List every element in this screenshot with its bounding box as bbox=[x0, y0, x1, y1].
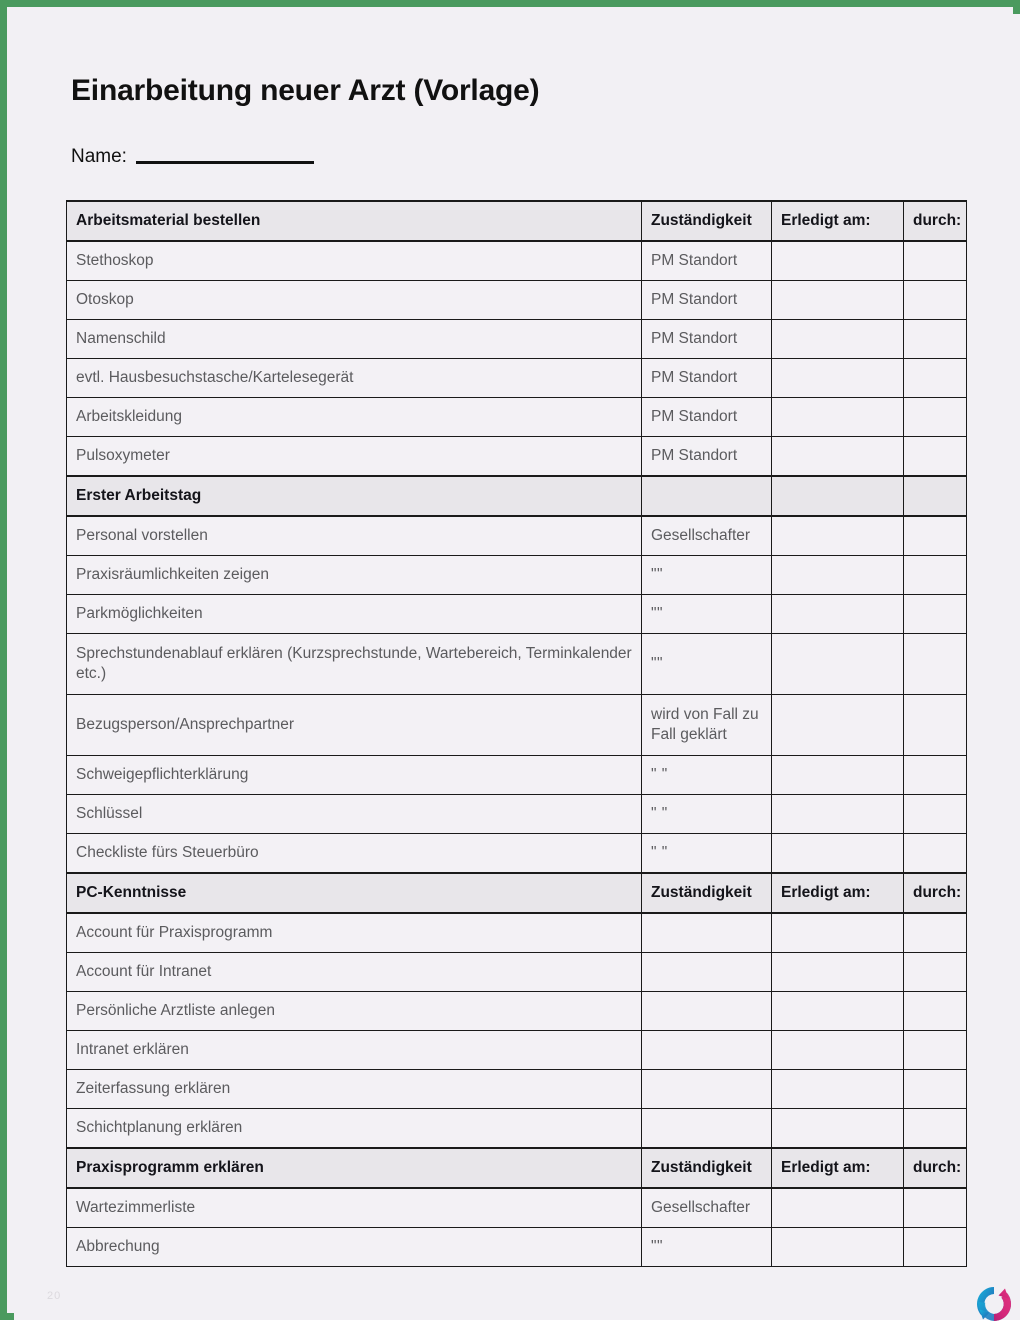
task-cell: Wartezimmerliste bbox=[67, 1188, 642, 1228]
by-cell[interactable] bbox=[904, 1228, 967, 1267]
name-field-row bbox=[71, 147, 314, 166]
ditto-mark: "" bbox=[651, 566, 664, 584]
table-row bbox=[67, 437, 967, 477]
completed-on-cell[interactable] bbox=[772, 556, 904, 595]
table-row bbox=[67, 595, 967, 634]
responsibility-cell[interactable] bbox=[642, 1070, 772, 1109]
table-row bbox=[67, 634, 967, 695]
responsibility-cell[interactable]: Gesellschafter bbox=[642, 516, 772, 556]
table-row bbox=[67, 359, 967, 398]
table-row bbox=[67, 795, 967, 834]
task-cell: Account für Praxisprogramm bbox=[67, 913, 642, 953]
by-cell[interactable] bbox=[904, 953, 967, 992]
page-number-watermark: 20 bbox=[47, 1290, 62, 1302]
completed-on-cell[interactable] bbox=[772, 359, 904, 398]
table-row bbox=[67, 320, 967, 359]
section-header-row bbox=[67, 873, 967, 913]
by-cell[interactable] bbox=[904, 1070, 967, 1109]
responsibility-cell: Zuständigkeit bbox=[642, 1148, 772, 1188]
task-cell: Schichtplanung erklären bbox=[67, 1109, 642, 1149]
table-row bbox=[67, 695, 967, 756]
completed-on-cell[interactable] bbox=[772, 398, 904, 437]
by-cell: durch: bbox=[904, 873, 967, 913]
responsibility-cell[interactable]: PM Standort bbox=[642, 437, 772, 477]
table-row bbox=[67, 1188, 967, 1228]
responsibility-cell[interactable]: PM Standort bbox=[642, 398, 772, 437]
task-cell: Checkliste fürs Steuerbüro bbox=[67, 834, 642, 874]
ditto-mark: "" bbox=[651, 1238, 664, 1256]
by-cell[interactable] bbox=[904, 834, 967, 874]
by-cell[interactable] bbox=[904, 695, 967, 756]
task-cell: Namenschild bbox=[67, 320, 642, 359]
completed-on-cell: Erledigt am: bbox=[772, 1148, 904, 1188]
ditto-mark: "" bbox=[651, 655, 664, 673]
completed-on-cell[interactable] bbox=[772, 834, 904, 874]
completed-on-cell[interactable] bbox=[772, 595, 904, 634]
responsibility-cell[interactable] bbox=[642, 756, 772, 795]
by-cell[interactable] bbox=[904, 398, 967, 437]
ditto-mark: " " bbox=[651, 766, 668, 784]
responsibility-cell bbox=[642, 476, 772, 516]
section-header-row bbox=[67, 476, 967, 516]
section-header-row bbox=[67, 1148, 967, 1188]
by-cell[interactable] bbox=[904, 1109, 967, 1149]
table-row bbox=[67, 516, 967, 556]
completed-on-cell bbox=[772, 476, 904, 516]
table-row bbox=[67, 1031, 967, 1070]
table-row bbox=[67, 1109, 967, 1149]
responsibility-cell[interactable] bbox=[642, 1228, 772, 1267]
completed-on-cell[interactable] bbox=[772, 320, 904, 359]
responsibility-cell[interactable]: PM Standort bbox=[642, 241, 772, 281]
task-cell: Arbeitskleidung bbox=[67, 398, 642, 437]
responsibility-cell: Zuständigkeit bbox=[642, 873, 772, 913]
completed-on-cell[interactable] bbox=[772, 1070, 904, 1109]
responsibility-cell[interactable] bbox=[642, 913, 772, 953]
task-cell: Schlüssel bbox=[67, 795, 642, 834]
task-cell: Parkmöglichkeiten bbox=[67, 595, 642, 634]
name-blank-line[interactable] bbox=[136, 161, 314, 164]
checklist-body bbox=[67, 201, 967, 1267]
completed-on-cell[interactable] bbox=[772, 437, 904, 477]
completed-on-cell[interactable] bbox=[772, 1228, 904, 1267]
responsibility-cell: Zuständigkeit bbox=[642, 201, 772, 241]
by-cell[interactable] bbox=[904, 281, 967, 320]
table-row bbox=[67, 992, 967, 1031]
by-cell[interactable] bbox=[904, 634, 967, 695]
task-cell: Pulsoxymeter bbox=[67, 437, 642, 477]
table-row bbox=[67, 556, 967, 595]
responsibility-cell[interactable] bbox=[642, 1031, 772, 1070]
completed-on-cell[interactable] bbox=[772, 634, 904, 695]
by-cell[interactable] bbox=[904, 992, 967, 1031]
task-cell: Praxisräumlichkeiten zeigen bbox=[67, 556, 642, 595]
completed-on-cell[interactable] bbox=[772, 756, 904, 795]
completed-on-cell: Erledigt am: bbox=[772, 201, 904, 241]
document-page bbox=[14, 14, 1020, 1320]
completed-on-cell[interactable] bbox=[772, 1031, 904, 1070]
completed-on-cell[interactable] bbox=[772, 241, 904, 281]
section-title-cell: PC-Kenntnisse bbox=[67, 873, 642, 913]
completed-on-cell[interactable] bbox=[772, 1188, 904, 1228]
table-row bbox=[67, 953, 967, 992]
responsibility-cell[interactable]: Gesellschafter bbox=[642, 1188, 772, 1228]
completed-on-cell[interactable] bbox=[772, 953, 904, 992]
responsibility-cell[interactable] bbox=[642, 634, 772, 695]
by-cell[interactable] bbox=[904, 437, 967, 477]
table-row bbox=[67, 1070, 967, 1109]
ditto-mark: " " bbox=[651, 844, 668, 862]
section-header-row bbox=[67, 201, 967, 241]
completed-on-cell[interactable] bbox=[772, 795, 904, 834]
table-row bbox=[67, 756, 967, 795]
completed-on-cell[interactable] bbox=[772, 1109, 904, 1149]
responsibility-cell[interactable] bbox=[642, 992, 772, 1031]
name-label: Name: bbox=[71, 146, 127, 167]
task-cell: Zeiterfassung erklären bbox=[67, 1070, 642, 1109]
responsibility-cell[interactable]: PM Standort bbox=[642, 359, 772, 398]
task-cell: Abbrechung bbox=[67, 1228, 642, 1267]
section-title-cell: Praxisprogramm erklären bbox=[67, 1148, 642, 1188]
ditto-mark: "" bbox=[651, 605, 664, 623]
by-cell[interactable] bbox=[904, 241, 967, 281]
ditto-mark: " " bbox=[651, 805, 668, 823]
by-cell[interactable] bbox=[904, 1188, 967, 1228]
by-cell[interactable] bbox=[904, 913, 967, 953]
completed-on-cell: Erledigt am: bbox=[772, 873, 904, 913]
section-title-cell: Arbeitsmaterial bestellen bbox=[67, 201, 642, 241]
task-cell: Persönliche Arztliste anlegen bbox=[67, 992, 642, 1031]
table-row bbox=[67, 281, 967, 320]
task-cell: Personal vorstellen bbox=[67, 516, 642, 556]
by-cell[interactable] bbox=[904, 1031, 967, 1070]
task-cell: Otoskop bbox=[67, 281, 642, 320]
responsibility-cell[interactable] bbox=[642, 1109, 772, 1149]
by-cell[interactable] bbox=[904, 516, 967, 556]
page-title: Einarbeitung neuer Arzt (Vorlage) bbox=[71, 74, 540, 107]
responsibility-cell[interactable]: PM Standort bbox=[642, 320, 772, 359]
task-cell: Bezugsperson/Ansprechpartner bbox=[67, 695, 642, 756]
table-row bbox=[67, 398, 967, 437]
completed-on-cell[interactable] bbox=[772, 281, 904, 320]
responsibility-cell[interactable]: wird von Fall zu Fall geklärt bbox=[642, 695, 772, 756]
by-cell[interactable] bbox=[904, 359, 967, 398]
by-cell[interactable] bbox=[904, 595, 967, 634]
completed-on-cell[interactable] bbox=[772, 913, 904, 953]
by-cell[interactable] bbox=[904, 795, 967, 834]
table-row bbox=[67, 834, 967, 874]
task-cell: Account für Intranet bbox=[67, 953, 642, 992]
responsibility-cell[interactable] bbox=[642, 834, 772, 874]
circular-refresh-swirl-logo bbox=[972, 1282, 1016, 1326]
by-cell[interactable] bbox=[904, 556, 967, 595]
task-cell: Intranet erklären bbox=[67, 1031, 642, 1070]
table-row bbox=[67, 1228, 967, 1267]
responsibility-cell[interactable]: PM Standort bbox=[642, 281, 772, 320]
completed-on-cell[interactable] bbox=[772, 992, 904, 1031]
by-cell[interactable] bbox=[904, 756, 967, 795]
table-row bbox=[67, 241, 967, 281]
by-cell: durch: bbox=[904, 1148, 967, 1188]
task-cell: Schweigepflichterklärung bbox=[67, 756, 642, 795]
onboarding-checklist-table bbox=[66, 200, 967, 1267]
section-title-cell: Erster Arbeitstag bbox=[67, 476, 642, 516]
responsibility-cell[interactable] bbox=[642, 953, 772, 992]
responsibility-cell[interactable] bbox=[642, 595, 772, 634]
task-cell: Stethoskop bbox=[67, 241, 642, 281]
task-cell: Sprechstundenablauf erklären (Kurzsprechstunde, Wartebereich, Terminkalender etc.) bbox=[67, 634, 642, 695]
responsibility-cell[interactable] bbox=[642, 795, 772, 834]
responsibility-cell[interactable] bbox=[642, 556, 772, 595]
task-cell: evtl. Hausbesuchstasche/Kartelesegerät bbox=[67, 359, 642, 398]
by-cell: durch: bbox=[904, 201, 967, 241]
by-cell[interactable] bbox=[904, 320, 967, 359]
completed-on-cell[interactable] bbox=[772, 695, 904, 756]
completed-on-cell[interactable] bbox=[772, 516, 904, 556]
by-cell bbox=[904, 476, 967, 516]
table-row bbox=[67, 913, 967, 953]
